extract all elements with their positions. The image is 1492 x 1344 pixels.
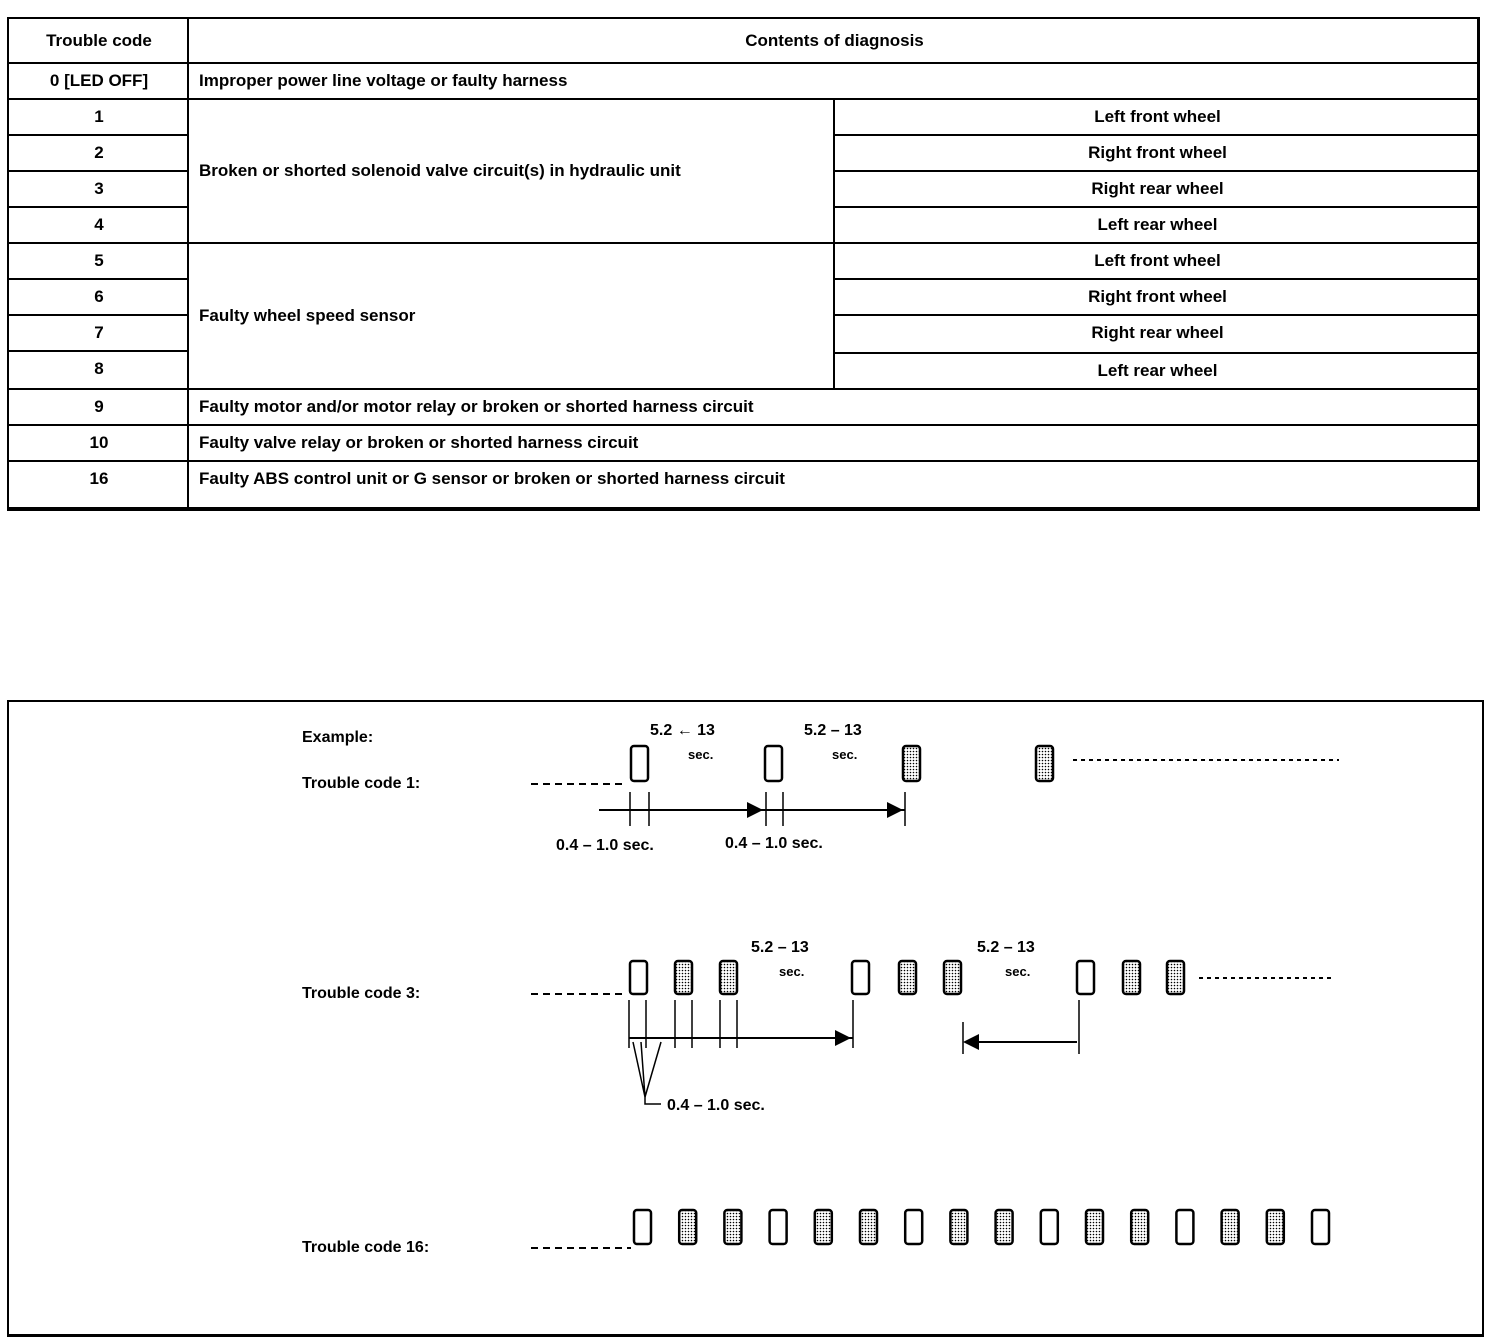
code16-pulse	[1131, 1210, 1148, 1244]
desc-sensor-group: Faulty wheel speed sensor	[199, 306, 416, 325]
code3-label: Trouble code 3:	[302, 985, 421, 1002]
code1-gap1-top: 5.2 ← 13	[650, 722, 715, 739]
code16-pulse	[770, 1210, 787, 1244]
code3-pulse-pointer	[645, 1042, 661, 1097]
code1-pulse1-label: 0.4 – 1.0 sec.	[556, 837, 654, 854]
code1-label: Trouble code 1:	[302, 775, 421, 792]
code3-pulse	[720, 961, 737, 994]
code16-pulse	[996, 1210, 1013, 1244]
code3-pulse-label: 0.4 – 1.0 sec.	[667, 1097, 765, 1114]
code16-pulse	[1041, 1210, 1058, 1244]
header-trouble-code: Trouble code	[46, 31, 152, 50]
code16-pulse	[634, 1210, 651, 1244]
code3-pulse	[852, 961, 869, 994]
code3-pulse	[944, 961, 961, 994]
code3-pulse	[675, 961, 692, 994]
table-hline	[9, 460, 1480, 462]
code-10: 10	[89, 433, 109, 452]
table-hline	[9, 62, 1480, 64]
code1-gap2-top: 5.2 – 13	[804, 722, 862, 739]
code3-gap1-top: 5.2 – 13	[751, 939, 809, 956]
code16-pulse	[950, 1210, 967, 1244]
table-hline	[9, 424, 1480, 426]
table-hline	[835, 278, 1480, 280]
table-hline	[9, 388, 1480, 390]
table-hline	[9, 278, 187, 280]
table-hline	[835, 134, 1480, 136]
code16-label: Trouble code 16:	[302, 1239, 430, 1256]
wheel-7: Right rear wheel	[1091, 323, 1224, 342]
code3-pulse-pointer	[645, 1097, 661, 1104]
example-label: Example:	[302, 729, 374, 746]
code3-gap1-bottom: sec.	[779, 964, 805, 979]
code16-pulse	[724, 1210, 741, 1244]
code16-pulse	[860, 1210, 877, 1244]
desc-10: Faulty valve relay or broken or shorted harness circuit	[199, 433, 639, 452]
code16-pulse	[1312, 1210, 1329, 1244]
blink-pattern-svg	[9, 702, 1482, 1336]
code16-pulse	[905, 1210, 922, 1244]
wheel-4: Left rear wheel	[1097, 215, 1218, 234]
table-hline	[835, 206, 1480, 208]
code3-gap2-bottom: sec.	[1005, 964, 1031, 979]
code-2: 2	[94, 143, 104, 162]
wheel-5: Left front wheel	[1094, 251, 1221, 270]
code-1: 1	[94, 107, 104, 126]
table-hline	[9, 242, 1480, 244]
blink-pattern-diagram	[7, 700, 1484, 1337]
table-hline	[9, 170, 187, 172]
code1-pulse	[903, 746, 920, 781]
code16-pulse	[1086, 1210, 1103, 1244]
code3-pulse	[899, 961, 916, 994]
desc-16: Faulty ABS control unit or G sensor or broken or shorted harness circuit	[199, 469, 785, 488]
table-hline	[9, 98, 1480, 100]
code-8: 8	[94, 359, 104, 378]
code-9: 9	[94, 397, 104, 416]
code3-pulse	[630, 961, 647, 994]
table-hline	[9, 350, 187, 352]
code3-gap2-top: 5.2 – 13	[977, 939, 1035, 956]
table-hline	[9, 314, 187, 316]
table-hline	[835, 352, 1480, 354]
table-hline	[9, 206, 187, 208]
wheel-3: Right rear wheel	[1091, 179, 1224, 198]
code1-pulse	[1036, 746, 1053, 781]
code-16: 16	[89, 469, 109, 488]
code16-pulse	[815, 1210, 832, 1244]
code3-pulse	[1077, 961, 1094, 994]
table-hline	[835, 170, 1480, 172]
trouble-code-table	[7, 17, 1480, 511]
code-4: 4	[94, 215, 104, 234]
code1-pulse2-label: 0.4 – 1.0 sec.	[725, 835, 823, 852]
code1-pulse	[765, 746, 782, 781]
code16-pulse	[1222, 1210, 1239, 1244]
desc-solenoid-group: Broken or shorted solenoid valve circuit(s) in hydraulic unit	[199, 161, 681, 180]
wheel-8: Left rear wheel	[1097, 361, 1218, 380]
code16-pulse	[679, 1210, 696, 1244]
code16-pulse	[1176, 1210, 1193, 1244]
code1-gap1-bottom: sec.	[688, 747, 714, 762]
code3-pulse-pointer	[633, 1042, 645, 1097]
code16-pulses	[634, 1210, 1329, 1244]
table-hline	[835, 314, 1480, 316]
wheel-6: Right front wheel	[1088, 287, 1227, 306]
code-7: 7	[94, 323, 104, 342]
wheel-1: Left front wheel	[1094, 107, 1221, 126]
code1-pulse	[631, 746, 648, 781]
table-hline	[9, 134, 187, 136]
code-6: 6	[94, 287, 104, 306]
code-0: 0 [LED OFF]	[49, 71, 149, 90]
code1-gap2-bottom: sec.	[832, 747, 858, 762]
table-vline-code	[187, 19, 189, 509]
desc-9: Faulty motor and/or motor relay or broken or shorted harness circuit	[199, 397, 754, 416]
wheel-2: Right front wheel	[1088, 143, 1227, 162]
table-vline-wheel	[833, 99, 835, 389]
code3-pulse	[1123, 961, 1140, 994]
code-5: 5	[94, 251, 104, 270]
code-3: 3	[94, 179, 104, 198]
desc-0: Improper power line voltage or faulty harness	[199, 71, 568, 90]
code3-pulse	[1167, 961, 1184, 994]
code16-pulse	[1267, 1210, 1284, 1244]
header-contents: Contents of diagnosis	[745, 31, 924, 50]
